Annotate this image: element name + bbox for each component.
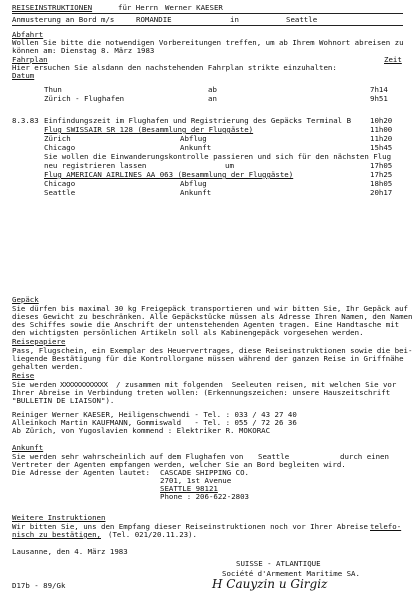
schedule-place: Seattle bbox=[44, 188, 76, 197]
schedule-action: ab bbox=[208, 85, 217, 94]
ankunft-city: Seattle bbox=[258, 452, 290, 461]
abfahrt-heading: Abfahrt bbox=[12, 30, 44, 39]
header-rule-2 bbox=[12, 25, 403, 26]
schedule-note: Sie wollen die Einwanderungskontrolle passieren und sich für den nächsten Flug bbox=[44, 152, 392, 161]
reise-contact: Ab Zürich, von Yugoslavien kommend : Elektriker R. MOKORAC bbox=[12, 426, 271, 435]
schedule-time: 10h20 bbox=[370, 116, 393, 125]
schedule-time: 20h17 bbox=[370, 188, 393, 197]
weitere-line-1-b: telefo- bbox=[370, 522, 402, 531]
weitere-line-1-a: Wir bitten Sie, uns den Empfang dieser Reiseinstruktionen noch vor Ihrer Abreise bbox=[12, 522, 368, 531]
agent-address-line: 2701, 1st Avenue bbox=[160, 476, 232, 485]
schedule-time: 17h25 bbox=[370, 170, 393, 179]
reisepapiere-line: liegende Bestätigung für die Kontrollorgane müssen während der ganzen Reise in Griffnähe bbox=[12, 354, 404, 363]
schedule-action: um bbox=[225, 161, 234, 170]
schedule-flight: Flug AMERICAN AIRLINES AA 063 (Besammlung der Fluggäste) bbox=[44, 170, 294, 179]
fahrplan-label: Fahrplan bbox=[12, 55, 48, 64]
schedule-place: Chicago bbox=[44, 179, 76, 188]
schedule-place: Chicago bbox=[44, 143, 76, 152]
place-date: Lausanne, den 4. März 1983 bbox=[12, 547, 128, 556]
schedule-time: 18h05 bbox=[370, 179, 393, 188]
schedule-flight: Flug SWISSAIR SR 128 (Besammlung der Fluggäste) bbox=[44, 125, 254, 134]
zeit-label: Zeit bbox=[384, 55, 402, 64]
reise-struck-text: XXXXXXXXXXXX bbox=[60, 380, 108, 389]
reise-line-1-b: / zusammen mit folgenden Seeleuten reisen, mit welchen Sie vor bbox=[116, 380, 397, 389]
schedule-date: 8.3.83 bbox=[12, 116, 39, 125]
signature-image: H Cauyzin u Girgiz bbox=[212, 577, 328, 591]
gepaeck-line: den wichtigsten persönlichen Artikeln soll als Kabinengepäck vorgesehen werden. bbox=[12, 328, 364, 337]
ankunft-line-1-a: Sie werden sehr wahrscheinlich auf dem Flughafen von bbox=[12, 452, 244, 461]
schedule-action: Ankunft bbox=[180, 143, 212, 152]
gepaeck-line: des Schiffes sowie die Anschrift der untenstehenden Agenten tragen. Eine Handtasche mit bbox=[12, 320, 400, 329]
agent-address-line: CASCADE SHIPPING CO. bbox=[160, 468, 249, 477]
weitere-line-2-b: (Tel. 021/20.11.23). bbox=[108, 530, 197, 539]
datum-label: Datum bbox=[12, 71, 35, 80]
reisepapiere-line: Pass, Flugschein, ein Exemplar des Heuervertrages, diese Reiseinstruktionen sowie die bei- bbox=[12, 346, 413, 355]
schedule-time: 11h20 bbox=[370, 134, 393, 143]
document-title: REISEINSTRUKTIONEN bbox=[12, 3, 93, 12]
schedule-place: Zürich bbox=[44, 134, 71, 143]
person-name: Werner KAESER bbox=[165, 3, 223, 12]
ankunft-line-1-b: durch einen bbox=[340, 452, 389, 461]
schedule-place: Einfindungszeit im Flughafen und Registrierung des Gepäcks Terminal B bbox=[44, 116, 352, 125]
reise-line-3: "BULLETIN DE LIAISON"). bbox=[12, 396, 115, 405]
abfahrt-line-1: Wollen Sie bitte die notwendigen Vorbereitungen treffen, um ab Ihrem Wohnort abreisen zu bbox=[12, 38, 404, 47]
reisepapiere-line: gehalten werden. bbox=[12, 362, 84, 371]
schedule-action: Abflug bbox=[180, 134, 207, 143]
reisepapiere-heading: Reisepapiere bbox=[12, 337, 66, 346]
schedule-time: 17h05 bbox=[370, 161, 393, 170]
schedule-time: 7h14 bbox=[370, 85, 388, 94]
weitere-line-2-a: nisch zu bestätigen, bbox=[12, 530, 101, 539]
ankunft-line-2: Vertreter der Agenten empfangen werden, welcher Sie an Bord begleiten wird. bbox=[12, 460, 346, 469]
gepaeck-line: dieses Gewicht zu beschränken. Alle Gepäckstücke müssen als Adresse Ihren Namen, den Namen bbox=[12, 312, 413, 321]
abfahrt-line-2: können am: Dienstag 8. März 1983 bbox=[12, 46, 155, 55]
agent-address-line: SEATTLE 98121 bbox=[160, 484, 218, 493]
boarding-label: Anmusterung an Bord m/s bbox=[12, 15, 115, 24]
ankunft-line-3: Die Adresse der Agenten lautet: bbox=[12, 468, 150, 477]
reise-heading: Reise bbox=[12, 371, 35, 380]
schedule-time: 9h51 bbox=[370, 94, 388, 103]
ship-name: ROMANDIE bbox=[136, 15, 172, 24]
reise-contact: Alleinkoch Martin KAUFMANN, Gommiswald - Tel. : 055 / 72 26 36 bbox=[12, 418, 297, 427]
ankunft-heading: Ankunft bbox=[12, 443, 44, 452]
reise-contact: Reiniger Werner KAESER, Heiligenschwendi - Tel. : 033 / 43 27 40 bbox=[12, 410, 297, 419]
schedule-action: an bbox=[208, 94, 217, 103]
weitere-heading: Weitere Instruktionen bbox=[12, 513, 106, 522]
schedule-place: Zürich - Flughafen bbox=[44, 94, 125, 103]
reise-line-2: Ihrer Abreise in Verbindung treten wollen: (Erkennungszeichen: unsere Hauszeitschrift bbox=[12, 388, 391, 397]
gepaeck-heading: Gepäck bbox=[12, 295, 39, 304]
gepaeck-line: Sie dürfen bis maximal 30 kg Freigepäck transportieren und wir bitten Sie, Ihr Gepäck auf bbox=[12, 304, 409, 313]
schedule-note: neu registrieren lassen bbox=[44, 161, 147, 170]
schedule-place: Thun bbox=[44, 85, 62, 94]
reise-line-1-a: Sie werden bbox=[12, 380, 57, 389]
fahrplan-instruction: Hier ersuchen Sie alsdann den nachstehenden Fahrplan strikte einzuhalten: bbox=[12, 63, 337, 72]
reference-code: D17b - 89/Gk bbox=[12, 581, 66, 590]
header-rule bbox=[12, 13, 403, 14]
in-label: in bbox=[230, 15, 239, 24]
for-label: für Herrn bbox=[118, 3, 159, 12]
schedule-time: 15h45 bbox=[370, 143, 393, 152]
schedule-time: 11h00 bbox=[370, 125, 393, 134]
port-name: Seattle bbox=[286, 15, 318, 24]
schedule-action: Ankunft bbox=[180, 188, 212, 197]
company-subtitle: Société d'Armement Maritime SA. bbox=[222, 569, 360, 578]
company-name: SUISSE - ATLANTIQUE bbox=[236, 559, 321, 568]
agent-phone: Phone : 206-622-2803 bbox=[160, 492, 249, 501]
schedule-action: Abflug bbox=[180, 179, 207, 188]
